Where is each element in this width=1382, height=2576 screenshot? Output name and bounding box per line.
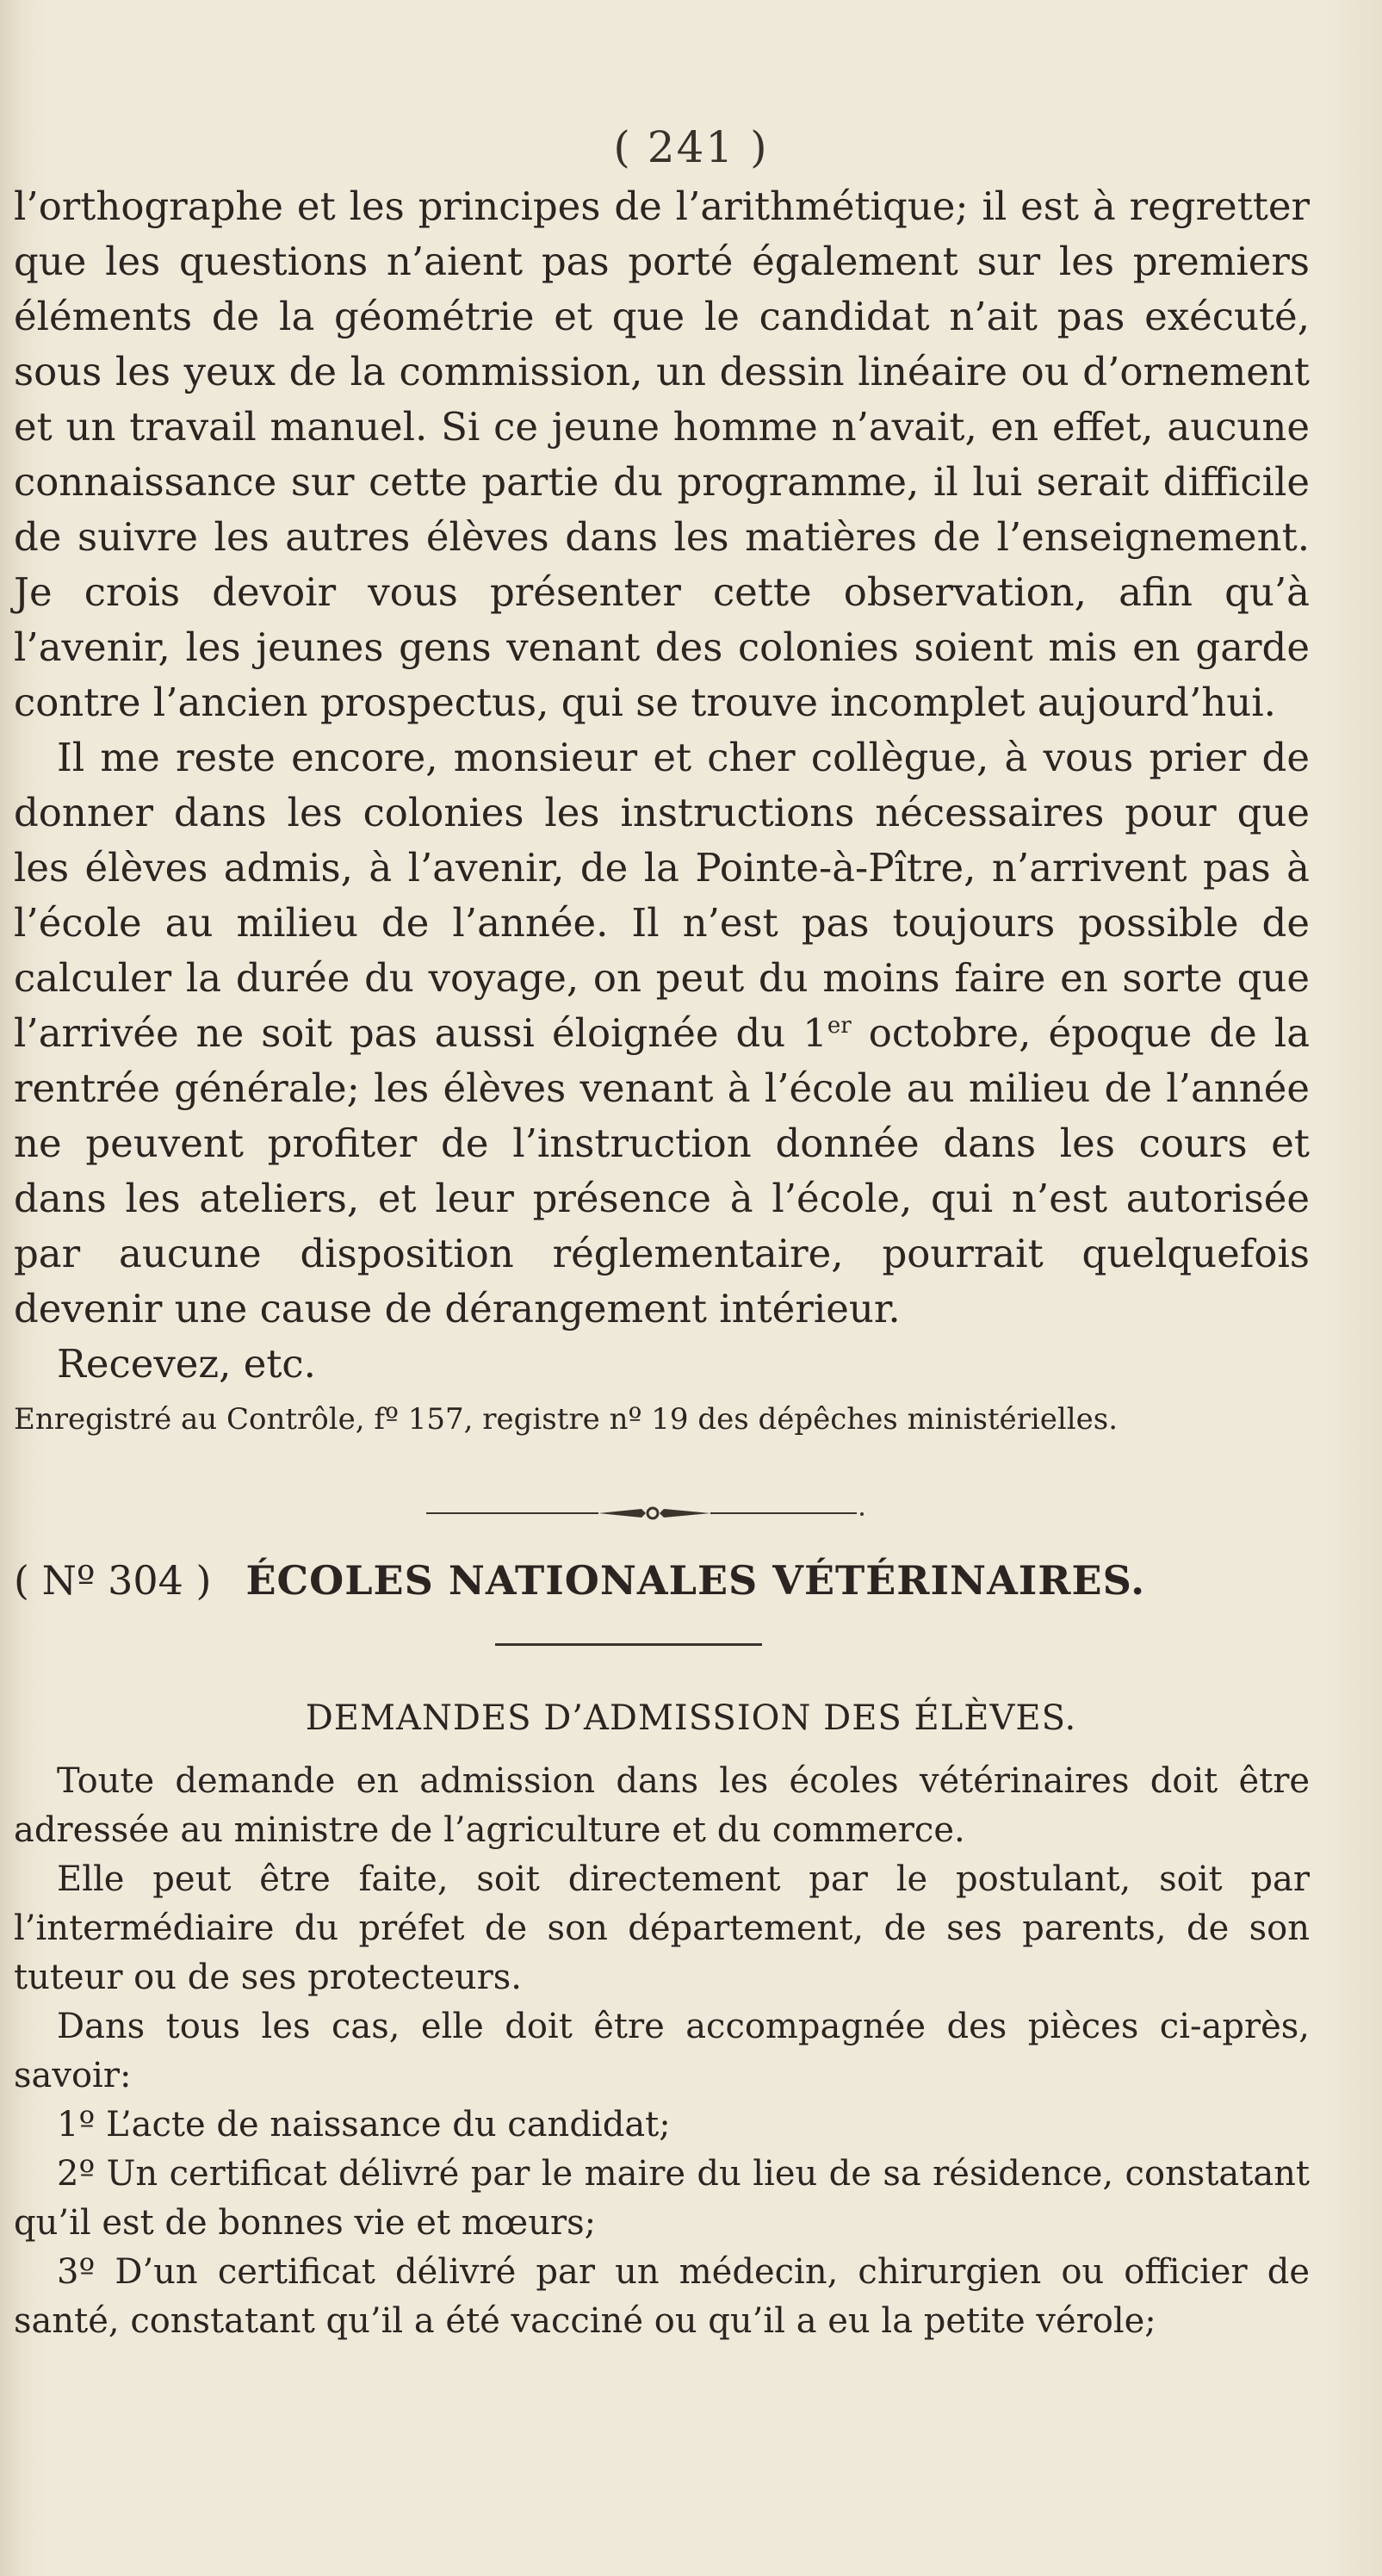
letter-body xyxy=(14,179,1310,1445)
subheading: DEMANDES D’ADMISSION DES ÉLÈVES. xyxy=(305,1698,1077,1738)
heading-rule xyxy=(495,1643,762,1646)
list-item-2: 2º Un certificat délivré par le maire du lieu de sa résidence, constatant qu’il est de bonnes vie et mœurs; xyxy=(14,2154,1310,2243)
ornament-center xyxy=(648,1508,658,1518)
section-paragraph: Toute demande en admission dans les écoles vétérinaires doit être adressée au ministre de l’agriculture et du commerce. xyxy=(14,1761,1310,1850)
date-number: 1 xyxy=(803,1010,827,1056)
paragraph-2 xyxy=(14,730,1310,1337)
registry-note: Enregistré au Contrôle, fº 157, registre nº 19 des dépêches ministérielles. xyxy=(14,1402,1119,1437)
section-title: ÉCOLES NATIONALES VÉTÉRINAIRES. xyxy=(245,1557,1146,1604)
list-item-3: 3º D’un certificat délivré par un médecin, chirurgien ou officier de santé, constatant qu’il a été vacciné ou qu’il a eu la petite vérole; xyxy=(14,2252,1310,2341)
section-heading xyxy=(14,1557,1323,1604)
ornament-arrow-left xyxy=(598,1509,646,1518)
section-paragraph: Elle peut être faite, soit directement par le postulant, soit par l’intermédiaire du préfet de son département, de ses parents, de son tuteur ou de ses protecteurs. xyxy=(14,1859,1310,1997)
paragraph-1: l’orthographe et les principes de l’arithmétique; il est à regretter que les questions n’aient pas porté également sur les premiers éléments de la géométrie et que le candidat n’ait pas exécuté, sous les yeux de la commission, un dessin linéaire ou d’ornement et un travail manuel. Si ce jeune homme n’avait, en effet, aucune connaissance sur cette partie du programme, il lui serait difficile de suivre les autres élèves dans les matières de l’enseignement. Je crois devoir vous présenter cette observation, afin qu’à l’avenir, les jeunes gens venant des colonies soient mis en garde contre l’ancien prospectus, qui se trouve incomplet aujourd’hui. xyxy=(14,183,1310,725)
date-superscript: er xyxy=(827,1013,852,1039)
ornament-divider xyxy=(426,1505,865,1522)
section-number: ( Nº 304 ) xyxy=(14,1557,212,1604)
ornament-dot xyxy=(860,1512,864,1516)
section-body xyxy=(14,1757,1310,2346)
list-item-1: 1º L’acte de naissance du candidat; xyxy=(57,2105,671,2145)
page-number: ( 241 ) xyxy=(613,122,769,172)
section-paragraph: Dans tous les cas, elle doit être accompagnée des pièces ci-après, savoir: xyxy=(14,2007,1310,2095)
closing: Recevez, etc. xyxy=(57,1341,316,1387)
ornament-arrow-right xyxy=(660,1509,710,1518)
paragraph-2-text: Il me reste encore, monsieur et cher collègue, à vous prier de donner dans les colonies les instructions nécessaires pour que les élèves admis, à l’avenir, de la Pointe-à-Pître, n’arrivent pas à l’école au milieu de l’année. Il n’est pas toujours possible de calculer la durée du voyage, on peut du moins faire en sorte que l’arrivée ne soit pas aussi éloignée du xyxy=(14,735,1310,1056)
paragraph-2-tail: octobre, époque de la rentrée générale; les élèves venant à l’école au milieu de l’année ne peuvent profiter de l’instruction donnée dans les cours et dans les ateliers, et leur présence à l’école, qui n’est autorisée par aucune disposition réglementaire, pourrait quelquefois devenir une cause de dérangement intérieur. xyxy=(14,1010,1311,1331)
